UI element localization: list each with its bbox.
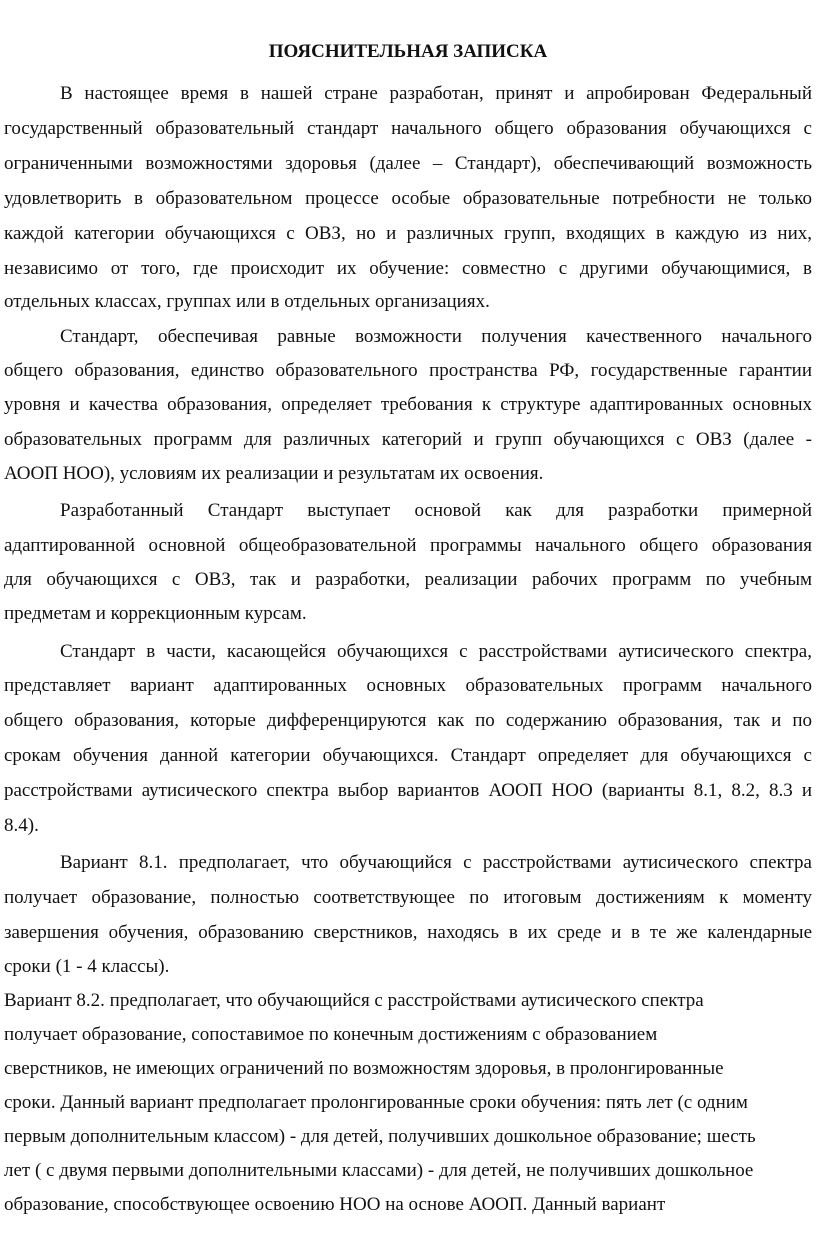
text-line: предметам и коррекционным курсам. — [4, 603, 307, 624]
text-line: завершения обучения, образованию сверстников, находясь в их среде и в те же календарные — [4, 922, 812, 943]
text-line: представляет вариант адаптированных основных образовательных программ начального — [4, 675, 812, 696]
text-line: образование, способствующее освоению НОО на основе АООП. Данный вариант — [4, 1194, 666, 1215]
text-line: сверстников, не имеющих ограничений по возможностям здоровья, в пролонгированные — [4, 1058, 724, 1079]
text-line: Вариант 8.2. предполагает, что обучающийся с расстройствами аутисического спектра — [4, 990, 704, 1011]
text-line: расстройствами аутисического спектра выбор вариантов АООП НОО (варианты 8.1, 8.2, 8.3 и — [4, 780, 812, 801]
text-line: для обучающихся с ОВЗ, так и разработки, реализации рабочих программ по учебным — [4, 569, 812, 590]
text-line: первым дополнительным классом) - для детей, получивших дошкольное образование; шесть — [4, 1126, 756, 1147]
text-line: удовлетворить в образовательном процессе особые образовательные потребности не только — [4, 188, 812, 209]
text-line: уровня и качества образования, определяет требования к структуре адаптированных основных — [4, 394, 812, 415]
text-line: срокам обучения данной категории обучающихся. Стандарт определяет для обучающихся с — [4, 745, 812, 766]
text-line: сроки. Данный вариант предполагает пролонгированные сроки обучения: пять лет (с одним — [4, 1092, 748, 1113]
text-line: независимо от того, где происходит их обучение: совместно с другими обучающимися, в — [4, 258, 812, 279]
text-line: сроки (1 - 4 классы). — [4, 956, 170, 977]
text-line: каждой категории обучающихся с ОВЗ, но и различных групп, входящих в каждую из них, — [4, 223, 812, 244]
text-line: лет ( с двумя первыми дополнительными классами) - для детей, не получивших дошкольное — [4, 1160, 754, 1181]
text-line: получает образование, полностью соответствующее по итоговым достижениям к моменту — [4, 887, 812, 908]
text-line: ограниченными возможностями здоровья (далее – Стандарт), обеспечивающий возможность — [4, 153, 812, 174]
text-line: АООП НОО), условиям их реализации и результатам их освоения. — [4, 463, 544, 484]
text-line: отдельных классах, группах или в отдельных организациях. — [4, 291, 490, 312]
text-line: Вариант 8.1. предполагает, что обучающийся с расстройствами аутисического спектра — [60, 852, 812, 873]
text-line: общего образования, которые дифференцируются как по содержанию образования, так и по — [4, 710, 812, 731]
text-line: общего образования, единство образовательного пространства РФ, государственные гарантии — [4, 360, 812, 381]
text-line: В настоящее время в нашей стране разработан, принят и апробирован Федеральный — [60, 83, 812, 104]
text-line: получает образование, сопоставимое по конечным достижениям с образованием — [4, 1024, 658, 1045]
text-line: 8.4). — [4, 815, 39, 836]
text-line: Разработанный Стандарт выступает основой как для разработки примерной — [60, 500, 812, 521]
text-line: Стандарт в части, касающейся обучающихся с расстройствами аутисического спектра, — [60, 641, 812, 662]
text-line: адаптированной основной общеобразовательной программы начального общего образования — [4, 535, 812, 556]
document-title: ПОЯСНИТЕЛЬНАЯ ЗАПИСКА — [268, 41, 548, 62]
text-line: государственный образовательный стандарт начального общего образования обучающихся с — [4, 118, 812, 139]
text-line: образовательных программ для различных категорий и групп обучающихся с ОВЗ (далее - — [4, 429, 812, 450]
text-line: Стандарт, обеспечивая равные возможности получения качественного начального — [60, 326, 812, 347]
